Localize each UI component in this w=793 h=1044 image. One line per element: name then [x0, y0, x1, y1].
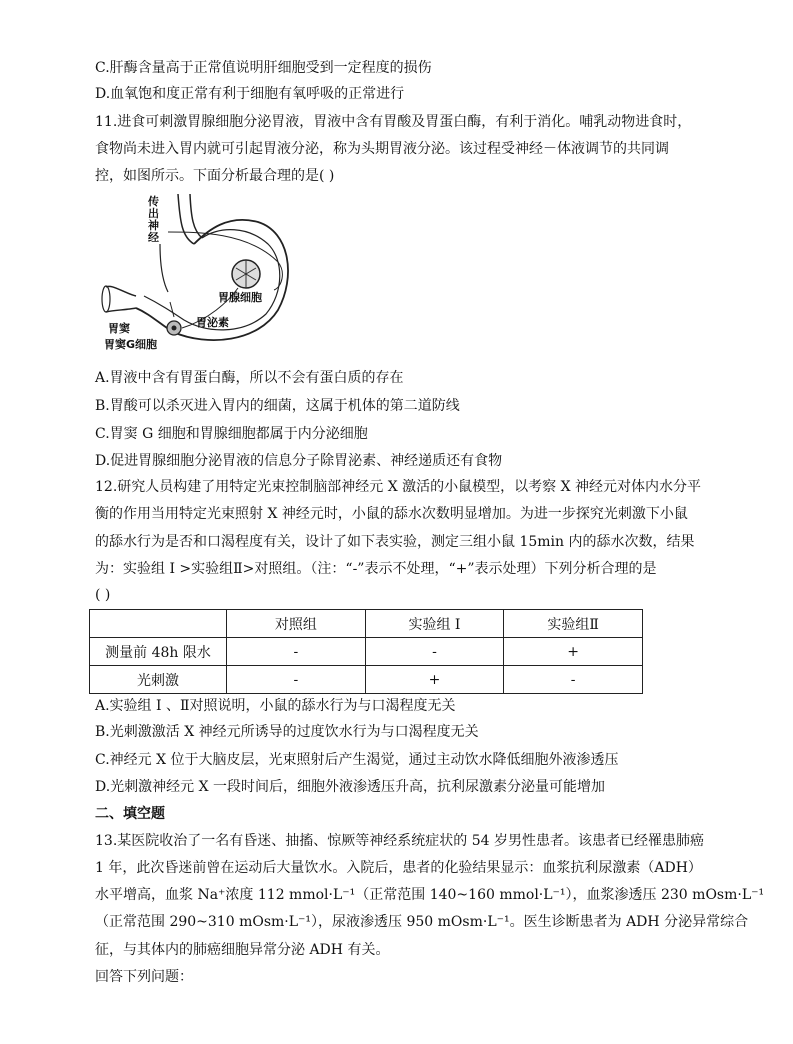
q12-option-a: A.实验组 I 、Ⅱ对照说明，小鼠的舔水行为与口渴程度无关: [95, 698, 456, 714]
stomach-figure: [98, 192, 298, 352]
section-heading: 二、填空题: [95, 806, 165, 822]
q11-option-c: C.胃窦 G 细胞和胃腺细胞都属于内分泌细胞: [95, 426, 368, 442]
table-cell: -: [504, 666, 643, 694]
q13-line-5: 征，与其体内的肺癌细胞异常分泌 ADH 有关。: [95, 942, 390, 958]
nerve-label-char-2: 出: [148, 207, 159, 220]
table-cell: -: [227, 666, 366, 694]
table-cell: -: [227, 638, 366, 666]
q11-option-a: A.胃液中含有胃蛋白酶，所以不会有蛋白质的存在: [95, 370, 404, 386]
q13-line-4: （正常范围 290~310 mOsm·L⁻¹），尿液渗透压 950 mOsm·L⁻¹。医生诊断患者为 ADH 分泌异常综合: [95, 914, 749, 930]
q11-stem-line-1: 11.进食可刺激胃腺细胞分泌胃液，胃液中含有胃酸及胃蛋白酶，有利于消化。哺乳动物进食时，: [95, 114, 692, 130]
q10-option-d: D.血氧饱和度正常有利于细胞有氧呼吸的正常进行: [95, 86, 405, 102]
q12-stem-line-1: 12.研究人员构建了用特定光束控制脑部神经元 X 激活的小鼠模型，以考察 X 神经元对体内水分平: [95, 479, 701, 495]
q12-option-c: C.神经元 X 位于大脑皮层，光束照射后产生渴觉，通过主动饮水降低细胞外液渗透压: [95, 752, 619, 768]
nerve-label-char-4: 经: [148, 231, 159, 244]
q12-stem-line-3: 的舔水行为是否和口渴程度有关，设计了如下表实验，测定三组小鼠 15min 内的舔水次数，结果: [95, 534, 695, 550]
efferent-nerve-label: [147, 194, 159, 244]
g-cell-label: 胃窦G细胞: [104, 338, 158, 351]
antrum-label: 胃窦: [108, 322, 130, 335]
q13-line-6: 回答下列问题：: [95, 969, 193, 985]
nerve-label-char-3: 神: [148, 219, 159, 232]
table-cell: 测量前 48h 限水: [90, 638, 227, 666]
q13-line-3: 水平增高，血浆 Na⁺浓度 112 mmol·L⁻¹（正常范围 140~160 mmol·L⁻¹），血浆渗透压 230 mOsm·L⁻¹: [95, 887, 765, 903]
table-header-cell: 对照组: [227, 610, 366, 638]
gland-cell-label: 胃腺细胞: [218, 291, 262, 304]
q11-option-b: B.胃酸可以杀灭进入胃内的细菌，这属于机体的第二道防线: [95, 398, 460, 414]
table-header-row: [90, 610, 643, 638]
q13-line-2: 1 年，此次昏迷前曾在运动后大量饮水。入院后，患者的化验结果显示：血浆抗利尿激素（ADH）: [95, 860, 702, 876]
experiment-table: [89, 609, 643, 694]
table-cell: +: [504, 638, 643, 666]
table-cell: 光刺激: [90, 666, 227, 694]
table-row: [90, 638, 643, 666]
table-header-cell: [90, 610, 227, 638]
table-header-cell: 实验组 I: [365, 610, 504, 638]
table-row: [90, 666, 643, 694]
q13-line-1: 13.某医院收治了一名有昏迷、抽搐、惊厥等神经系统症状的 54 岁男性患者。该患者已经罹患肺癌: [95, 833, 704, 849]
q12-option-b: B.光刺激激活 X 神经元所诱导的过度饮水行为与口渴程度无关: [95, 724, 479, 740]
q12-stem-line-5: ( ): [95, 587, 111, 603]
table-cell: -: [365, 638, 504, 666]
q12-stem-line-4: 为：实验组 I >实验组Ⅱ>对照组。（注：“-”表示不处理，“+”表示处理）下列分析合理的是: [95, 561, 657, 577]
q11-stem-line-3: 控，如图所示。下面分析最合理的是( ): [95, 168, 335, 184]
q12-stem-line-2: 衡的作用当用特定光束照射 X 神经元时，小鼠的舔水次数明显增加。为进一步探究光刺激下小鼠: [95, 506, 688, 522]
table-header-cell: 实验组Ⅱ: [504, 610, 643, 638]
q11-stem-line-2: 食物尚未进入胃内就可引起胃液分泌，称为头期胃液分泌。该过程受神经－体液调节的共同调: [95, 141, 669, 157]
table-cell: +: [365, 666, 504, 694]
q12-option-d: D.光刺激神经元 X 一段时间后，细胞外液渗透压升高，抗利尿激素分泌量可能增加: [95, 779, 606, 795]
q10-option-c: C.肝酶含量高于正常值说明肝细胞受到一定程度的损伤: [95, 60, 432, 76]
nerve-label-char-1: 传: [148, 195, 159, 208]
gastrin-label: 胃泌素: [196, 316, 229, 329]
q11-option-d: D.促进胃腺细胞分泌胃液的信息分子除胃泌素、神经递质还有食物: [95, 453, 503, 469]
